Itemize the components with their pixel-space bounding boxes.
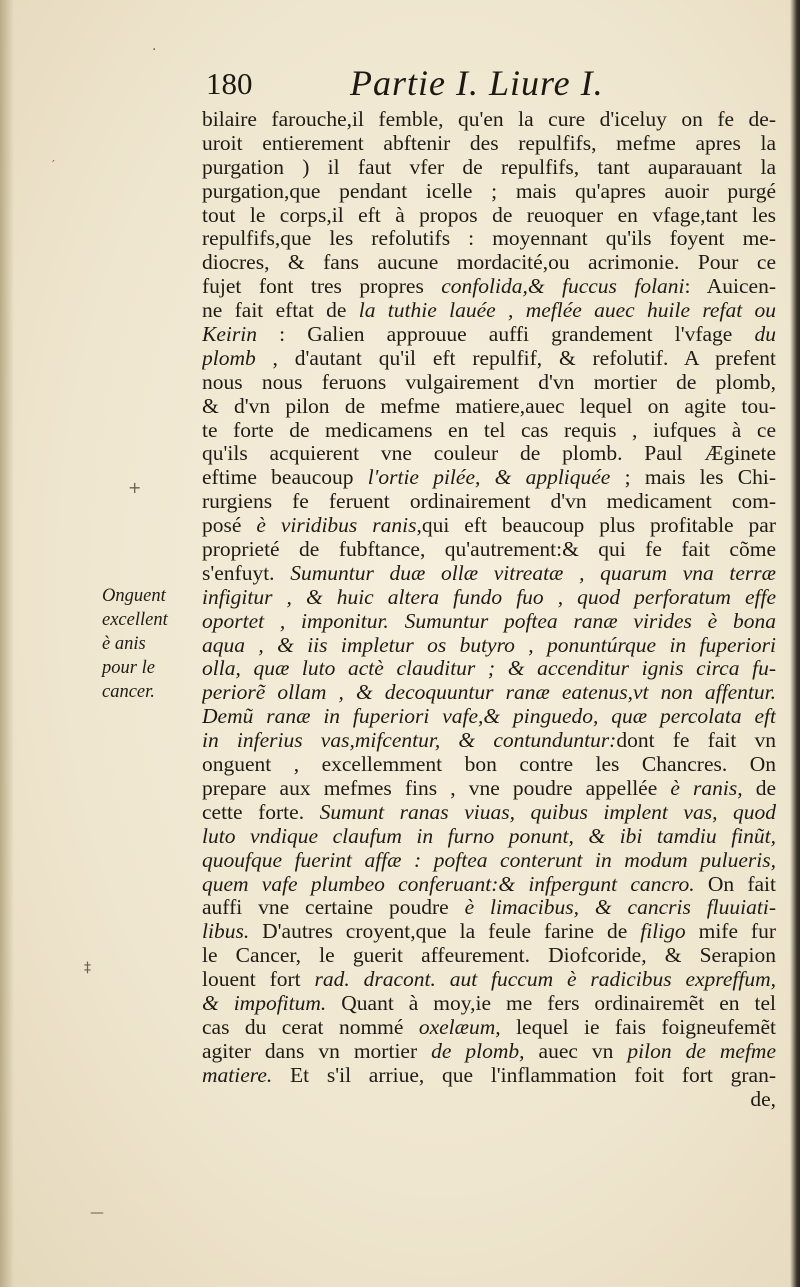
italic-text-segment: è ranis, — [670, 776, 743, 800]
text-segment: purgation ) il faut vfer de repulfifs, tant auparauant la — [202, 155, 776, 179]
italic-text-segment: du — [754, 323, 776, 347]
italic-text-segment: libus. — [202, 920, 250, 944]
text-segment: purgation,que pendant icelle ; mais qu'apres auoir purgé — [202, 179, 776, 203]
text-line — [202, 753, 776, 777]
text-segment: uroit entierement abftenir des repulfifs, mefme apres la — [202, 131, 776, 155]
italic-text-segment: confolida,& fuccus folani — [441, 275, 685, 299]
text-segment: dont fe fait vn — [616, 729, 776, 753]
italic-text-segment: in inferius vas,mifcentur, & contunduntur: — [202, 729, 617, 753]
text-line — [202, 920, 776, 944]
text-line — [202, 634, 776, 658]
text-segment: ,qui eft beaucoup plus profitable par — [416, 514, 776, 538]
text-line — [202, 1040, 776, 1064]
italic-text-segment: de plomb, — [431, 1039, 525, 1063]
ink-speck-mark: ′ — [52, 158, 55, 172]
text-segment: : Auicen- — [684, 275, 776, 299]
text-line — [202, 562, 776, 586]
italic-text-segment: quoufque fuerint affæ : poftea conterunt in modum pulueris, — [202, 848, 776, 872]
italic-text-segment: Demũ ranæ in fuperiori vafe,& pinguedo, quæ percolata eft — [202, 705, 776, 729]
text-segment: Et s'il arriue, que l'inflammation foit fort gran- — [272, 1063, 776, 1087]
text-line — [202, 705, 776, 729]
margin-note-line: è anis — [102, 634, 146, 654]
italic-text-segment: è viridibus ranis — [256, 514, 417, 538]
text-line — [202, 944, 776, 968]
text-line — [202, 657, 776, 681]
italic-text-segment: oxelæum, — [418, 1015, 501, 1039]
text-segment: nous nous feruons vulgairement d'vn mortier de plomb, — [202, 370, 776, 394]
text-segment: fujet font tres propres — [202, 275, 442, 299]
text-line — [202, 251, 776, 275]
text-line — [202, 1064, 776, 1088]
italic-text-segment: Sumuntur duæ ollæ vitreatæ , quarum vna terræ — [290, 561, 776, 585]
margin-note-line: pour le — [102, 658, 155, 678]
page-header — [200, 62, 760, 108]
cross-mark: + — [128, 478, 142, 497]
italic-text-segment: olla, quæ luto actè clauditur ; & accenditur ignis circa fu- — [202, 657, 776, 681]
text-line — [202, 610, 776, 634]
text-line — [202, 992, 776, 1016]
text-segment: diocres, & fans aucune mordacité,ou acrimonie. Pour ce — [202, 251, 776, 275]
text-line — [202, 466, 776, 490]
text-segment: eftime beaucoup — [202, 466, 368, 490]
text-segment: s'enfuyt. — [202, 561, 291, 585]
text-segment: & d'vn pilon de mefme matiere,auec lequel on agite tou- — [202, 394, 776, 418]
text-segment: cette forte. — [202, 800, 320, 824]
text-segment: : Galien approuue auffi grandement l'vfage — [256, 323, 755, 347]
text-segment: te forte de medicamens en tel cas requis , iufques à ce — [202, 418, 776, 442]
italic-text-segment: la tuthie lauée , meflée auec huile refat ou — [358, 299, 776, 323]
italic-text-segment: aqua , & iis impletur os butyro , ponuntúrque in fuperiori — [202, 633, 776, 657]
page-left-edge-shadow — [0, 0, 14, 1287]
italic-text-segment: periorẽ ollam , & decoquuntur ranæ eatenus,vt non affentur. — [202, 681, 776, 705]
text-line — [202, 777, 776, 801]
margin-note-line: cancer. — [102, 682, 155, 702]
italic-text-segment: plomb — [202, 346, 256, 370]
text-line — [202, 681, 776, 705]
text-line — [202, 801, 776, 825]
text-line — [202, 1016, 776, 1040]
text-line — [202, 514, 776, 538]
text-line — [202, 156, 776, 180]
running-head: Partie I. Liure I. — [350, 63, 604, 103]
text-line — [202, 419, 776, 443]
italic-text-segment: oportet , imponitur. Sumuntur poftea ranæ virides è bona — [202, 609, 776, 633]
text-line — [202, 371, 776, 395]
text-segment: onguent , excellemment bon contre les Chancres. On — [202, 753, 776, 777]
text-segment: le Cancer, le guerit affeurement. Diofcoride, & Serapion — [202, 944, 776, 968]
italic-text-segment: luto vndique claufum in furno ponunt, & ibi tamdiu finũt, — [202, 824, 776, 848]
italic-text-segment: Keirin — [202, 323, 257, 347]
text-segment: On fait — [694, 872, 776, 896]
text-segment: repulfifs,que les refolutifs : moyennant qu'ils foyent me- — [202, 227, 776, 251]
text-segment: D'autres croyent,que la feule farine de — [249, 920, 641, 944]
italic-text-segment: è limacibus, & cancris fluuiati- — [464, 896, 776, 920]
text-segment: ; mais les Chi- — [610, 466, 776, 490]
text-segment: qu'ils acquierent vne couleur de plomb. Paul Æginete — [202, 442, 776, 466]
text-line — [202, 873, 776, 897]
italic-text-segment: infigitur , & huic altera fundo fuo , quod perforatum effe — [202, 585, 776, 609]
text-line — [202, 586, 776, 610]
text-segment: rurgiens fe feruent ordinairement d'vn medicament com- — [202, 490, 776, 514]
italic-text-segment: quem vafe plumbeo conferuant:& infpergunt cancro. — [202, 872, 695, 896]
text-segment: ne fait eftat de — [202, 299, 359, 323]
text-line — [202, 538, 776, 562]
text-segment: tout le corps,il eft à propos de reuoquer en vfage,tant les — [202, 203, 776, 227]
text-line — [202, 395, 776, 419]
text-segment: bilaire farouche,il femble, qu'en la cure d'iceluy on fe de- — [202, 108, 776, 131]
text-line — [202, 227, 776, 251]
text-segment: auffi vne certaine poudre — [202, 896, 465, 920]
italic-text-segment: rad. dracont. aut fuccum è radicibus expreffum, — [314, 968, 776, 992]
text-line — [202, 442, 776, 466]
dash-mark: — — [90, 1205, 104, 1221]
text-segment: , d'autant qu'il eft repulfif, & refolutif. A prefent — [255, 346, 776, 370]
text-line — [202, 204, 776, 228]
italic-text-segment: matiere. — [202, 1063, 273, 1087]
text-line — [202, 1088, 776, 1112]
margin-note-line: Onguent — [102, 586, 166, 606]
italic-text-segment: Sumunt ranas viuas, quibus implent vas, quod — [319, 800, 776, 824]
text-line — [202, 132, 776, 156]
margin-note-line: excellent — [102, 610, 168, 630]
text-line — [202, 275, 776, 299]
text-line — [202, 180, 776, 204]
margin-note — [102, 584, 198, 704]
text-line — [202, 729, 776, 753]
text-segment: prepare aux mefmes fins , vne poudre appellée — [202, 776, 671, 800]
text-segment: posé — [202, 514, 257, 538]
text-line — [202, 849, 776, 873]
text-segment: de — [742, 776, 776, 800]
text-segment: Quant à moy,ie me fers ordinairemẽt en tel — [326, 991, 776, 1015]
page-right-edge-shadow — [790, 0, 800, 1287]
text-line — [202, 968, 776, 992]
italic-text-segment: filigo — [640, 920, 686, 944]
text-segment: proprieté de fubftance, qu'autrement:& qui fe fait cõme — [202, 538, 776, 562]
text-segment: de, — [750, 1087, 776, 1111]
text-line — [202, 347, 776, 371]
text-line — [202, 490, 776, 514]
page-number: 180 — [206, 66, 253, 101]
dagger-mark: ‡ — [84, 960, 91, 976]
ink-speck-mark: · — [152, 42, 157, 58]
text-line — [202, 896, 776, 920]
text-line — [202, 825, 776, 849]
text-line — [202, 108, 776, 132]
body-text — [202, 108, 776, 1111]
text-line — [202, 323, 776, 347]
italic-text-segment: pilon de mefme — [627, 1039, 776, 1063]
text-segment: agiter dans vn mortier — [202, 1039, 432, 1063]
italic-text-segment: & impofitum. — [202, 991, 327, 1015]
text-segment: auec vn — [524, 1039, 628, 1063]
italic-text-segment: l'ortie pilée, & appliquée — [367, 466, 611, 490]
text-segment: mife fur — [685, 920, 776, 944]
text-line — [202, 299, 776, 323]
text-segment: lequel ie fais foigneufemẽt — [500, 1015, 776, 1039]
text-segment: louent fort — [202, 968, 315, 992]
text-segment: cas du cerat nommé — [202, 1015, 419, 1039]
